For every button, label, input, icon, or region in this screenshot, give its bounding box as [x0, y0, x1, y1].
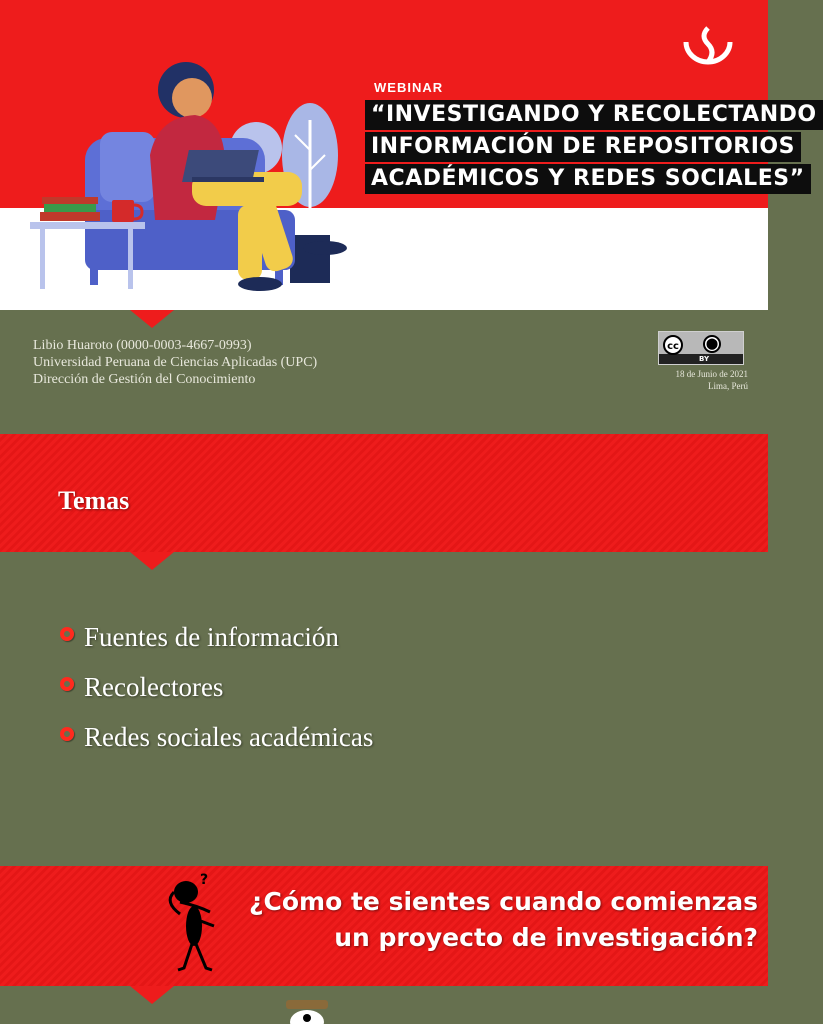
author-university: Universidad Peruana de Ciencias Aplicadas (UPC)	[33, 355, 318, 370]
author-name: Libio Huaroto (0000-0003-4667-0993)	[33, 338, 252, 353]
title-slide-notch	[130, 310, 174, 328]
cc-by-label: BY	[699, 355, 710, 363]
topic-item	[60, 622, 339, 653]
author-department: Dirección de Gestión del Conocimiento	[33, 372, 256, 387]
attribution-person-icon: ⬤	[703, 335, 721, 353]
cc-license-icon	[658, 331, 744, 365]
question-heading	[249, 884, 758, 956]
question-line-1: ¿Cómo te sientes cuando comienzas	[249, 887, 758, 916]
question-header-notch	[130, 986, 174, 1004]
partial-figure-illustration	[282, 996, 332, 1024]
topic-item-label: Redes sociales académicas	[84, 722, 374, 752]
topic-item-label: Recolectores	[84, 672, 224, 702]
reading-person-illustration	[20, 60, 360, 300]
circle-bullet-icon	[60, 677, 74, 691]
title-line-1: “INVESTIGANDO Y RECOLECTANDO	[365, 100, 823, 130]
presentation-date: 18 de Junio de 2021	[675, 369, 748, 379]
webinar-label: WEBINAR	[374, 80, 444, 95]
circle-bullet-icon	[60, 627, 74, 641]
question-line-2: un proyecto de investigación?	[334, 923, 758, 952]
topic-item	[60, 722, 373, 753]
title-line-2: INFORMACIÓN DE REPOSITORIOS	[365, 132, 801, 162]
topic-item-label: Fuentes de información	[84, 622, 339, 652]
date-block	[676, 368, 749, 392]
upc-logo-icon	[680, 24, 736, 70]
presentation-location: Lima, Perú	[708, 381, 748, 391]
title-line-3: ACADÉMICOS Y REDES SOCIALES”	[365, 164, 811, 194]
svg-text:?: ?	[200, 872, 209, 888]
topics-header-notch	[130, 552, 174, 570]
topics-heading: Temas	[58, 486, 130, 515]
topic-item	[60, 672, 223, 703]
cc-symbol-icon: cc	[663, 335, 683, 355]
confused-stick-figure-icon	[160, 870, 230, 976]
author-block	[33, 337, 317, 388]
webinar-title	[365, 100, 823, 194]
circle-bullet-icon	[60, 727, 74, 741]
